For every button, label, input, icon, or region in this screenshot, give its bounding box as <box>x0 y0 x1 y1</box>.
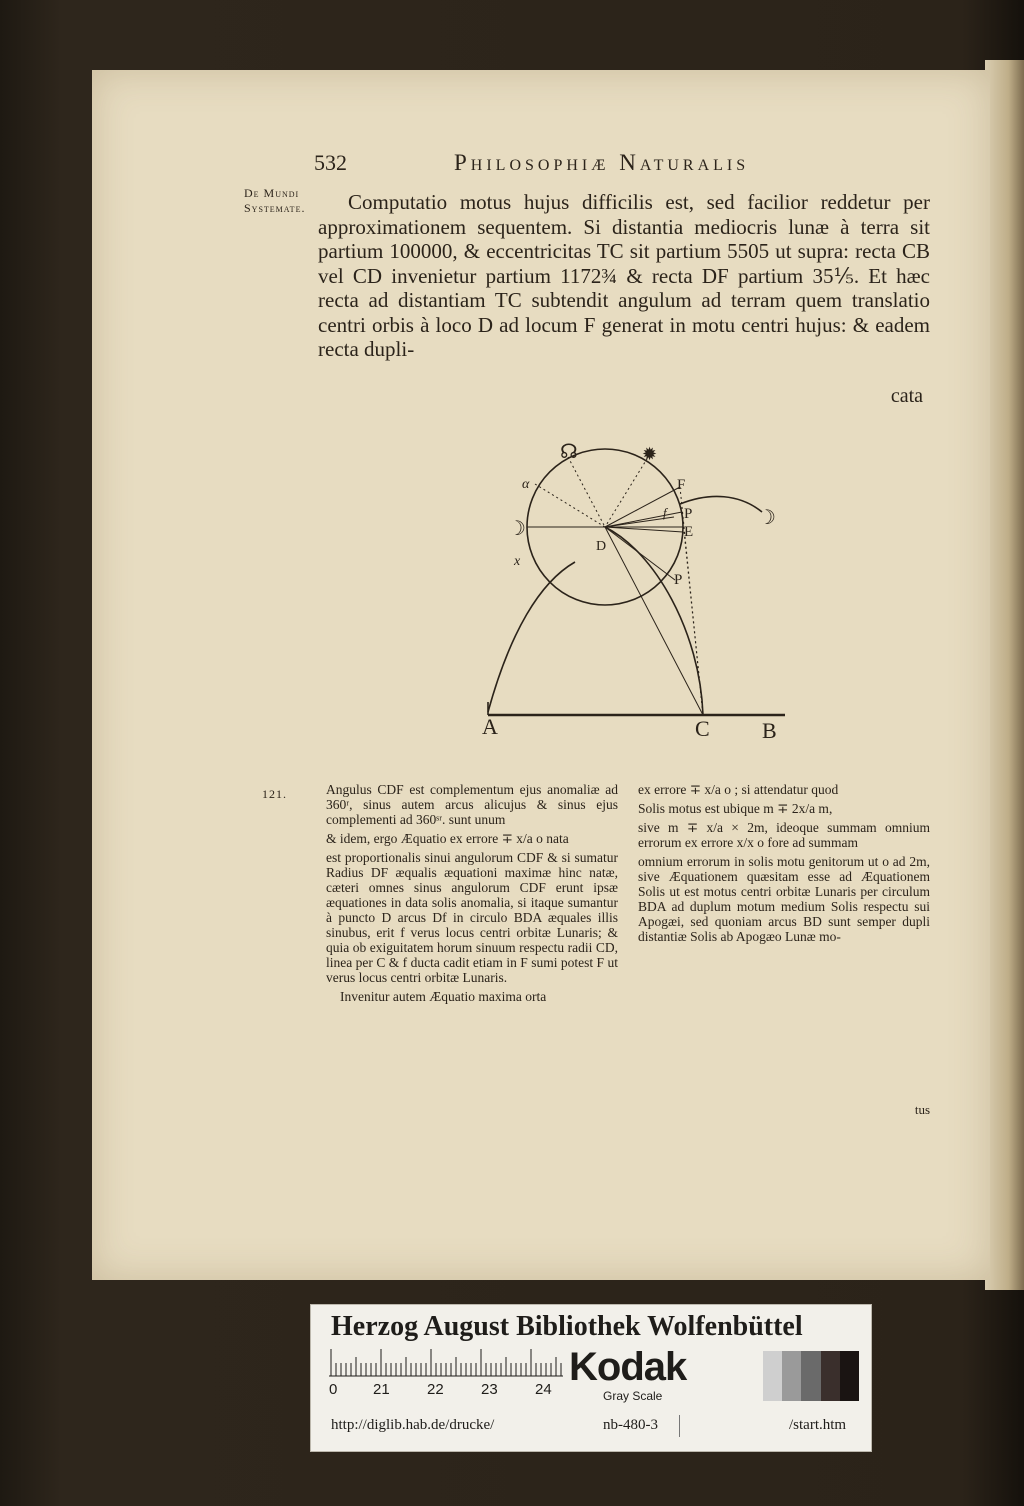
facing-page-edge <box>985 60 1024 1290</box>
scale-numbers <box>327 1381 563 1401</box>
annotation-left-column <box>326 782 618 1008</box>
dotted-line-alpha <box>535 484 605 527</box>
scale-number-0: 0 <box>329 1381 338 1398</box>
scale-number-21: 21 <box>373 1381 390 1398</box>
geometric-diagram <box>470 432 810 762</box>
right-col-line-2: Solis motus est ubique m ∓ 2x/a m, <box>638 801 833 816</box>
label-P-lower: P <box>674 572 683 588</box>
right-col-line-4: omnium errorum in solis motu genitorum ut o ad 2m, sive Æquationem quæsitam esse ad Æquationem Solis ut est motus centri orbitæ Lunaris per circulum BDA ad duplum motum medium Solis respectu sui Apogæi, sed quoniam arcus BD sunt semper dupli distantiæ Solis ab Apogæo Lunæ mo- <box>638 854 930 944</box>
left-col-line-4: Invenitur autem Æquatio maxima orta <box>340 989 547 1004</box>
catchword: cata <box>890 385 923 407</box>
page-header <box>314 150 924 182</box>
left-col-line-1: Angulus CDF est complementum ejus anomaliæ ad 360ʳ, sinus autem arcus alicujus & sinus ejus complementi ad 360ˢʳ. sunt unum <box>326 782 618 827</box>
line-D-E <box>605 527 683 532</box>
dotted-line-sun <box>605 454 650 527</box>
main-paragraph: Computatio motus hujus difficilis est, sed facilior reddetur per approximationem sequentem. Si distantia mediocris lunæ à terra sit partium 100000, & eccentricitas TC sit partium 5505 ut supra: recta CB vel CD invenietur partium 1172¾ & recta DF partium 35⅕. Et hæc recta ad distantiam TC subtendit angulum ad terram quem translatio centri orbis à loco D ad locum F generat in motu centri hujus: & eadem recta dupli- <box>318 190 930 361</box>
scale-ruler <box>329 1349 563 1377</box>
label-alpha: α <box>522 477 530 492</box>
label-C: C <box>695 716 710 741</box>
main-text <box>318 190 930 362</box>
symbol-moon-right: ☽ <box>758 507 776 529</box>
symbol-sun: ✹ <box>642 444 658 464</box>
symbol-ascending-node: ☊ <box>560 441 578 463</box>
url-left: http://diglib.hab.de/drucke/ <box>331 1417 495 1433</box>
swatch-3 <box>801 1351 820 1401</box>
label-A: A <box>482 714 498 739</box>
line-D-P-lower <box>605 527 675 580</box>
margin-note: De Mundi Systemate. <box>244 186 306 215</box>
url-right: /start.htm <box>789 1417 847 1433</box>
annotation-right-column <box>638 782 930 948</box>
url-separator <box>679 1415 680 1437</box>
line-D-C <box>605 527 703 715</box>
color-target-card <box>310 1304 872 1452</box>
arc-A-to-circle <box>488 562 575 712</box>
swatch-4 <box>821 1351 840 1401</box>
line-D-F <box>605 487 680 527</box>
label-F: F <box>677 477 686 493</box>
label-P-upper: P <box>684 506 693 522</box>
scale-number-24: 24 <box>535 1381 552 1398</box>
diagram-svg <box>470 432 810 762</box>
gray-scale-label: Gray Scale <box>603 1389 663 1403</box>
left-col-line-3: est proportionalis sinui angulorum CDF & si sumatur Radius DF æqualis æquationi maximæ hinc natæ, cæteri omnes sinus angulorum CDF erunt ipsæ æquationes in data solis anomalia, si itaque sumantur à puncto D arcus Df in circulo BDA æquales illis sinubus, erit f verus locus centri orbitæ Lunaris; & quia ob exiguitatem horum sinuum respectu radii CD, linea per C & f ducta cadit etiam in F sumi potest F ut verus locus centri orbitæ Lunaris. <box>326 850 618 985</box>
library-name: Herzog August Bibliothek Wolfenbüttel <box>331 1311 803 1342</box>
kodak-logo: Kodak <box>569 1345 687 1389</box>
running-title: Philosophiæ Naturalis <box>454 150 750 175</box>
scale-number-22: 22 <box>427 1381 444 1398</box>
column-catchword: tus <box>914 1102 930 1117</box>
dotted-line-top <box>568 457 605 527</box>
paragraph-number: 121. <box>262 787 287 801</box>
swatch-1 <box>763 1351 782 1401</box>
line-D-P-upper <box>605 512 682 527</box>
right-col-line-1: ex errore ∓ x/a o ; si attendatur quod <box>638 782 839 797</box>
symbol-moon-left: ☽ <box>508 518 526 540</box>
left-col-line-2: & idem, ergo Æquatio ex errore ∓ x/a o nata <box>326 831 569 846</box>
swatch-5 <box>840 1351 859 1401</box>
label-f: f <box>663 505 667 520</box>
shelfmark: nb-480-3 <box>603 1417 658 1433</box>
right-col-line-3: sive m ∓ x/a × 2m, ideoque summam omnium errorum ex errore x/x o fore ad summam <box>638 820 930 850</box>
page-number: 532 <box>314 150 347 175</box>
swatch-2 <box>782 1351 801 1401</box>
label-B: B <box>762 718 777 743</box>
label-x: x <box>514 554 521 569</box>
scale-number-23: 23 <box>481 1381 498 1398</box>
label-D: D <box>596 539 607 554</box>
gray-swatches <box>763 1351 859 1401</box>
label-E: E <box>684 524 694 540</box>
